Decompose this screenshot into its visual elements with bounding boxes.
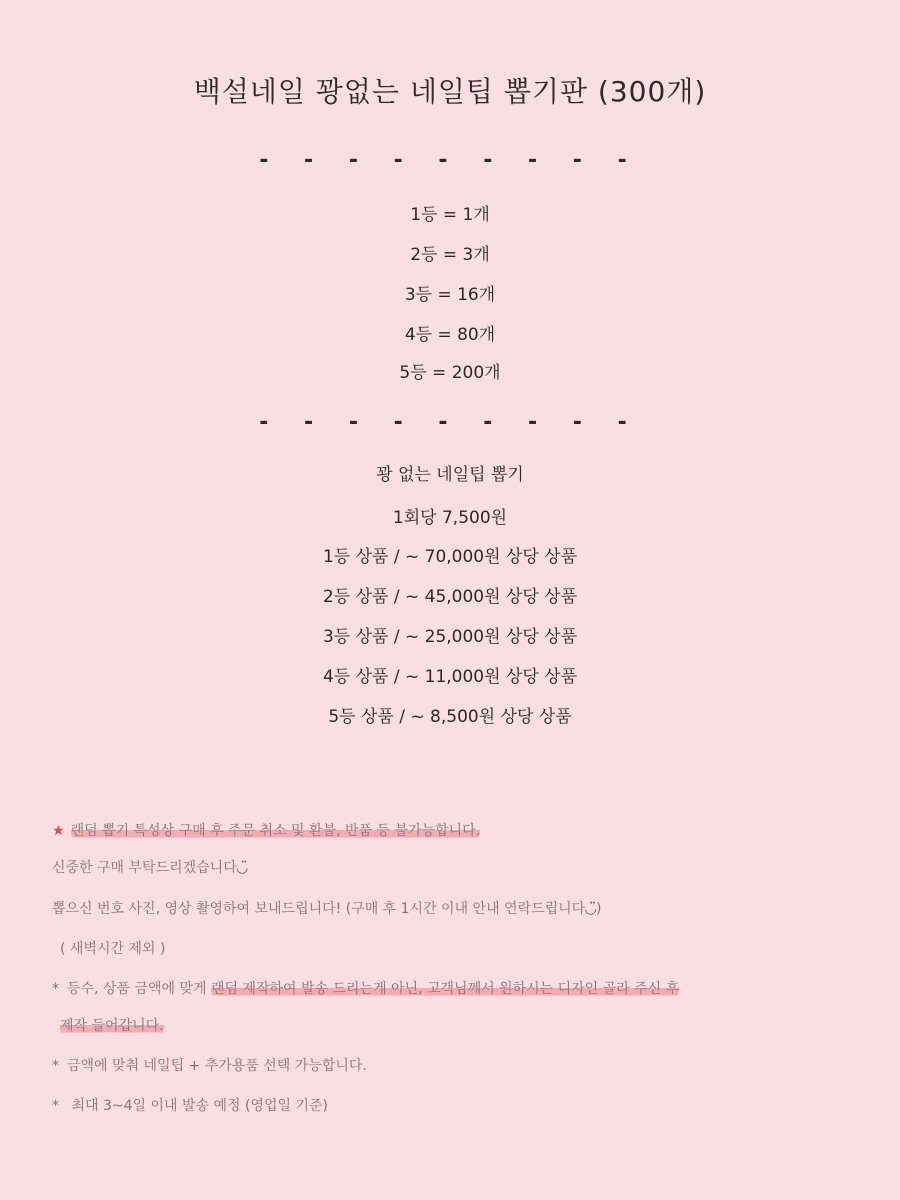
note-options [52, 1055, 367, 1075]
page-title: 백설네일 꽝없는 네일팁 뽑기판 (300개) [193, 75, 707, 108]
info-heading: 꽝 없는 네일팁 뽑기 [376, 465, 524, 485]
prize-desc-4: 4등 상품 / ~ 11,000원 상당 상품 [322, 667, 578, 687]
note-shipping [52, 1095, 328, 1115]
star-icon: ★ [52, 823, 65, 839]
note-photo-end: ) [595, 901, 602, 917]
note-shipping-text: 최대 3~4일 이내 발송 예정 (영업일 기준) [67, 1098, 328, 1114]
smile-icon: ◡̈ [236, 860, 248, 876]
prize-count-1: 1등 = 1개 [410, 205, 490, 225]
prize-desc-1: 1등 상품 / ~ 70,000원 상당 상품 [322, 547, 578, 567]
note-no-refund-text: 랜덤 뽑기 특성상 구매 후 주문 취소 및 환불, 반품 등 불가능합니다. [70, 823, 481, 839]
note-except-dawn: ( 새벽시간 제외 ) [60, 941, 166, 957]
divider-bottom: - - - - - - - - - [259, 410, 641, 435]
note-custom-highlight: 랜덤 제작하여 발송 드리는게 아닌, 고객님께서 원하시는 디자인 골라 주신 후 [210, 981, 680, 997]
asterisk-icon: * [52, 981, 59, 997]
prize-count-3: 3등 = 16개 [404, 285, 496, 305]
prize-count-2: 2등 = 3개 [410, 245, 490, 265]
prize-desc-5: 5등 상품 / ~ 8,500원 상당 상품 [328, 707, 572, 727]
note-custom-design [52, 978, 679, 998]
divider-top: - - - - - - - - - [259, 148, 641, 173]
note-custom-cont [60, 1015, 164, 1035]
asterisk-icon: * [52, 1098, 59, 1114]
info-price: 1회당 7,500원 [392, 508, 508, 528]
prize-count-5: 5등 = 200개 [399, 363, 501, 383]
prize-count-4: 4등 = 80개 [404, 325, 496, 345]
smile-icon: ◡̈ [585, 901, 596, 917]
asterisk-icon: * [52, 1058, 59, 1074]
note-options-text: 금액에 맞춰 네일팁 + 추가용품 선택 가능합니다. [67, 1058, 367, 1074]
note-careful-text: 신중한 구매 부탁드리겠습니다 [52, 860, 237, 876]
note-custom-cont-text: 제작 들어갑니다. [60, 1018, 164, 1034]
prize-desc-2: 2등 상품 / ~ 45,000원 상당 상품 [322, 587, 578, 607]
note-custom-plain: 등수, 상품 금액에 맞게 [67, 981, 211, 997]
note-no-refund [52, 820, 480, 840]
note-careful [52, 857, 248, 877]
prize-desc-3: 3등 상품 / ~ 25,000원 상당 상품 [322, 627, 578, 647]
note-photo-text: 뽑으신 번호 사진, 영상 촬영하여 보내드립니다! (구매 후 1시간 이내 안내 연락드립니다 [52, 901, 586, 917]
note-photo [52, 898, 601, 918]
